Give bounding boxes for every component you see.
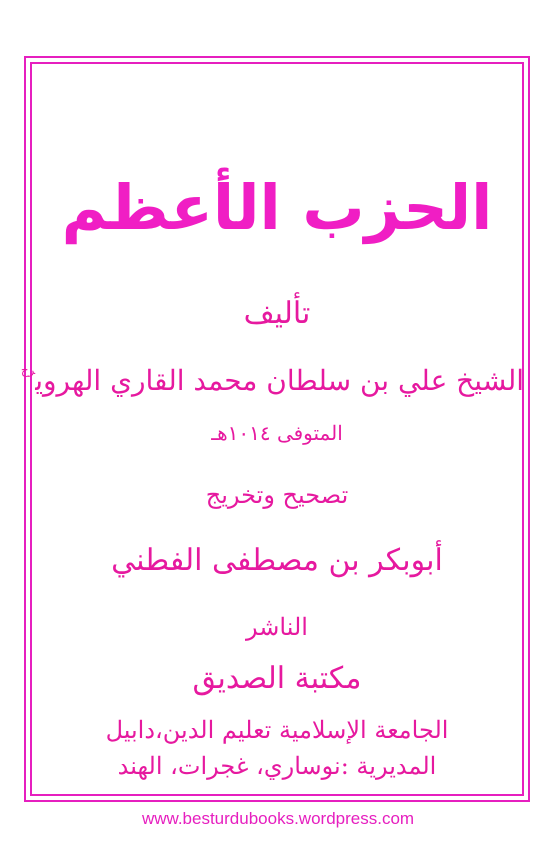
author-name-line xyxy=(20,350,524,401)
author-name: الشيخ علي بن سلطان محمد القاري الهروي xyxy=(35,364,524,397)
editing-label: تصحيح وتخريج xyxy=(205,481,349,509)
book-title: الحزب الأعظم xyxy=(61,171,493,244)
publisher-address-line-2: المديرية :نوساري، غجرات، الهند xyxy=(117,752,437,780)
publisher-address-line-1: الجامعة الإسلامية تعليم الدين،دابيل xyxy=(105,716,449,744)
website-link[interactable]: www.besturdubooks.wordpress.com xyxy=(141,809,415,828)
editor-name: أبوبكر بن مصطفی الفطني xyxy=(111,543,443,578)
publisher-label: الناشر xyxy=(246,613,308,641)
author-honorific: رح xyxy=(20,363,36,377)
publisher-name: مكتبة الصديق xyxy=(192,661,362,696)
author-death-date: المتوفی ١٠١٤هـ xyxy=(211,421,343,445)
author-label: تأليف xyxy=(243,296,311,331)
